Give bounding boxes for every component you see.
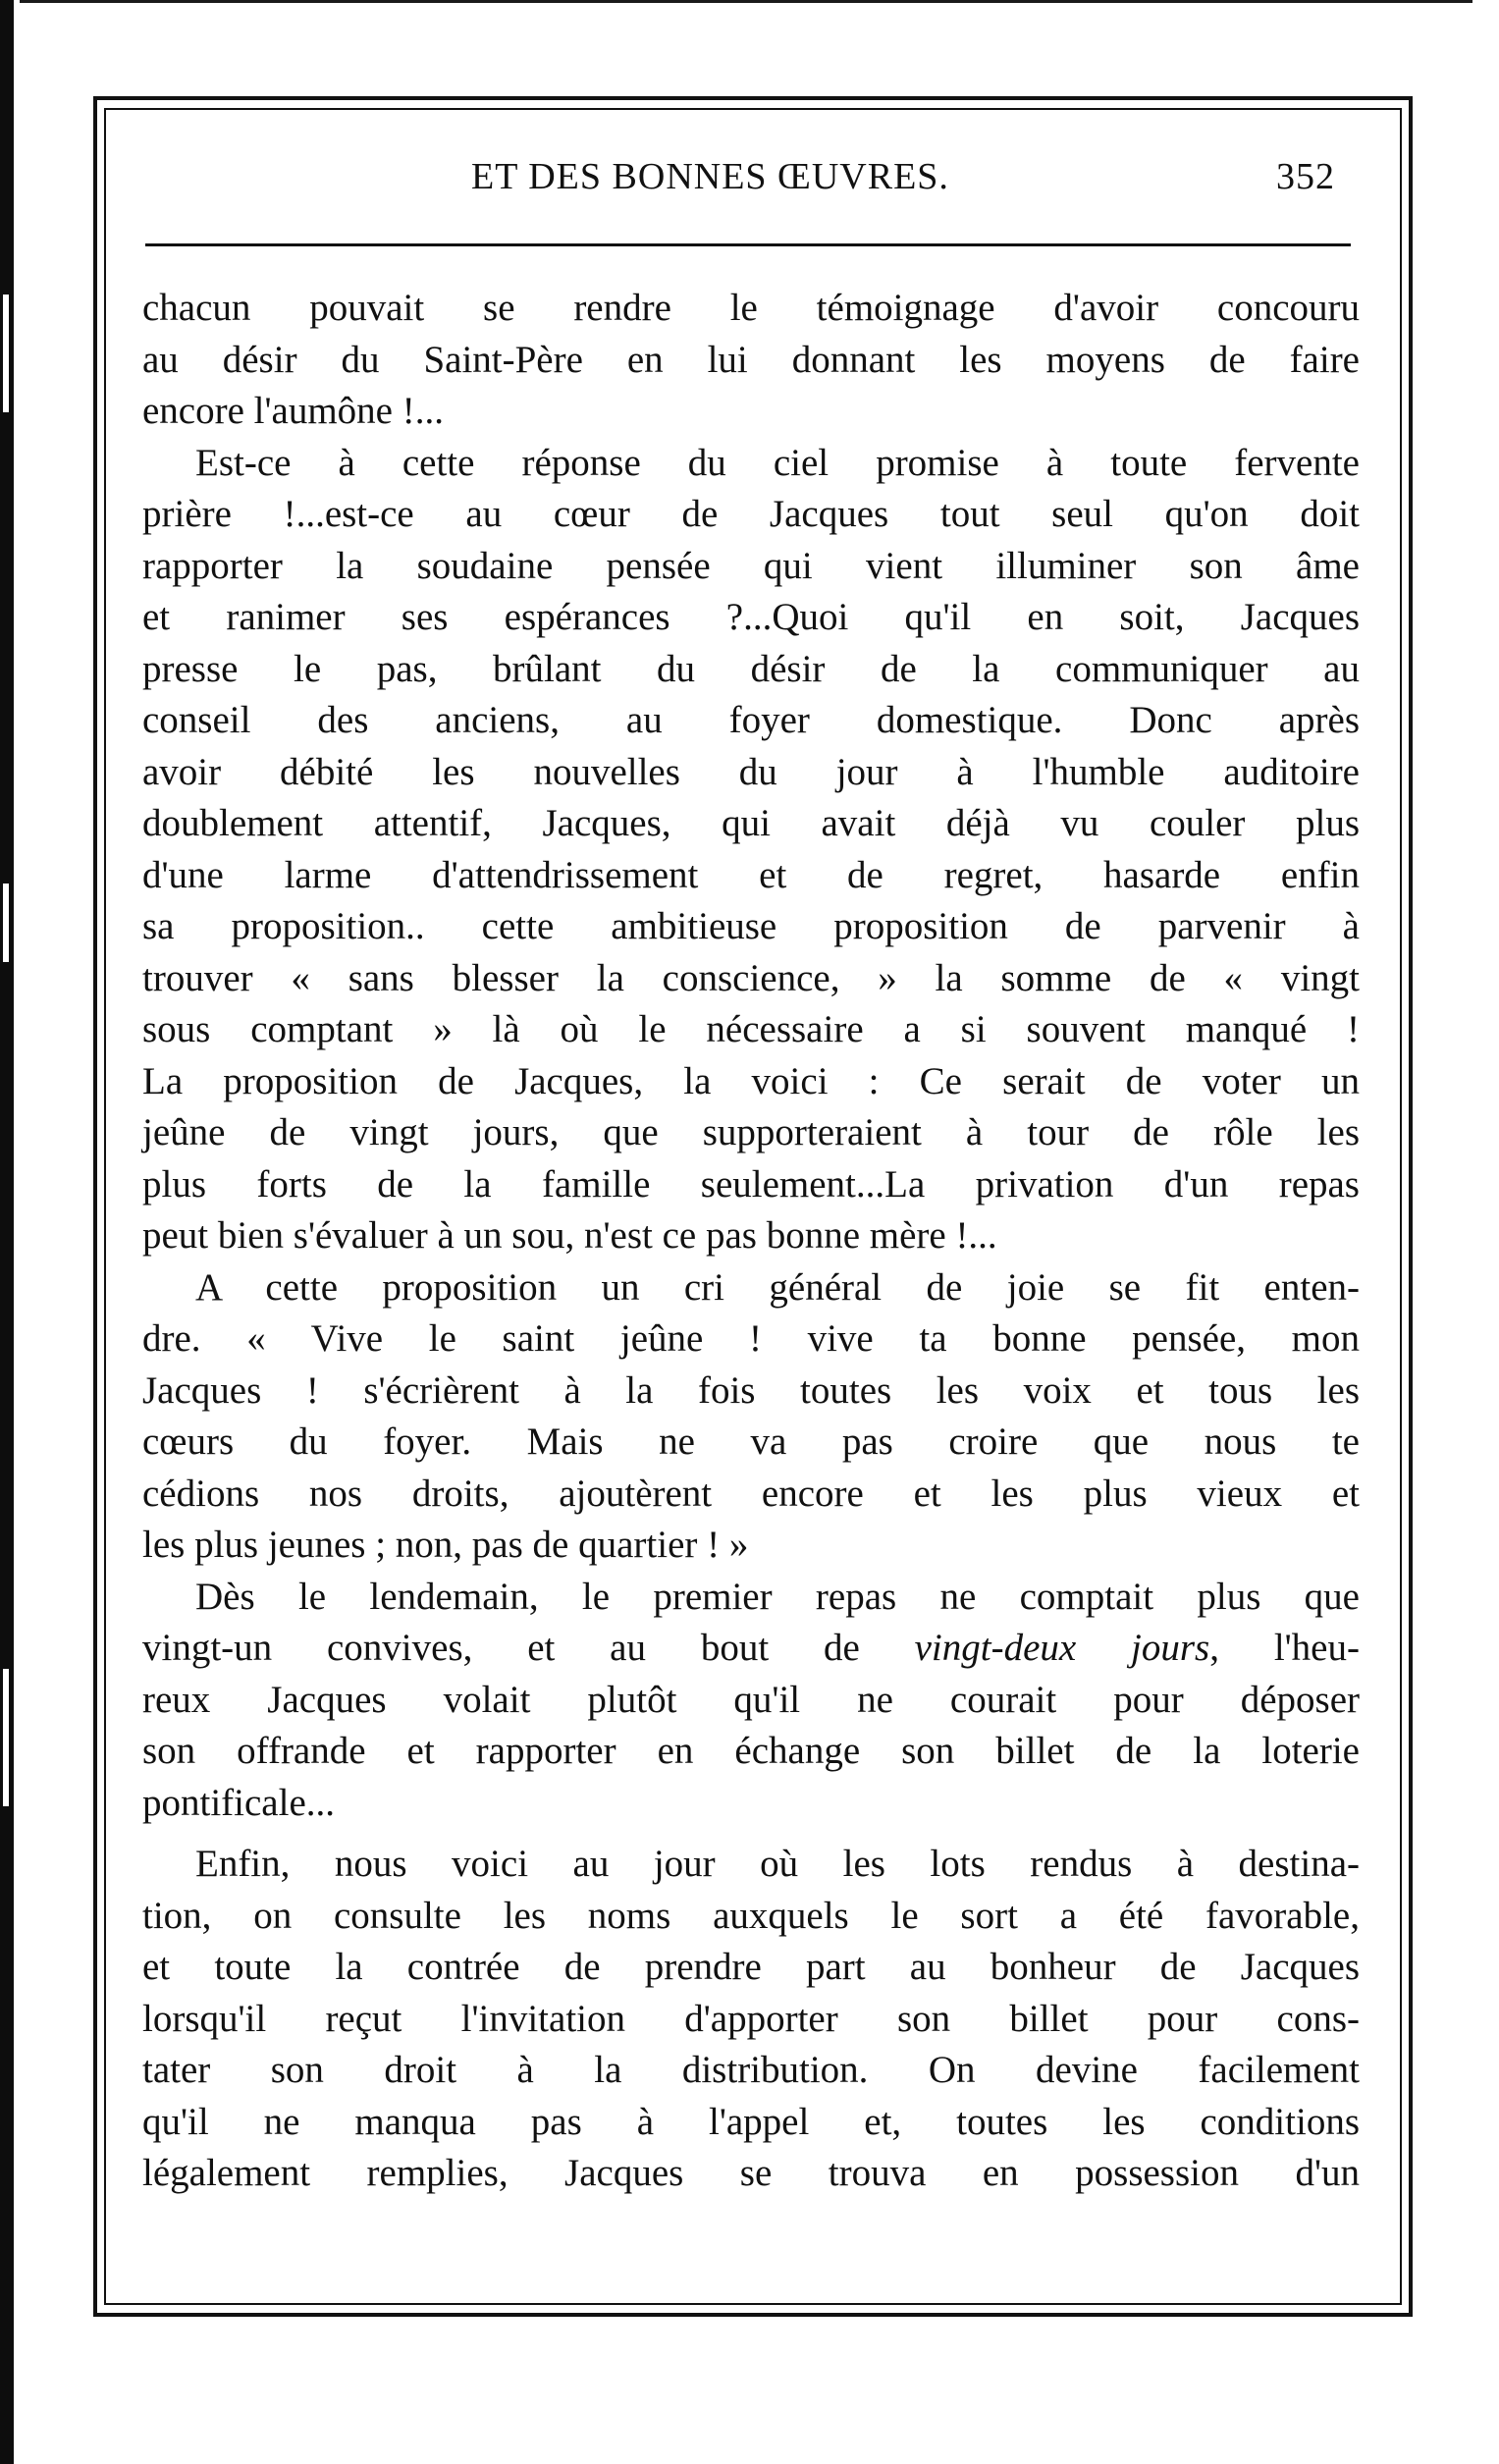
running-title: ET DES BONNES ŒUVRES. <box>471 156 949 197</box>
text-line: avoir débité les nouvelles du jour à l'humble auditoire <box>142 750 1360 793</box>
text-line: reux Jacques volait plutôt qu'il ne courait pour déposer <box>142 1678 1360 1721</box>
text-line: La proposition de Jacques, la voici : Ce serait de voter un <box>142 1059 1360 1102</box>
paragraph <box>142 1839 1360 2200</box>
running-header <box>137 147 1355 206</box>
text-line: et ranimer ses espérances ?...Quoi qu'il en soit, Jacques <box>142 596 1360 638</box>
text-line: Jacques ! s'écrièrent à la fois toutes les voix et tous les <box>142 1368 1360 1412</box>
header-rule <box>145 243 1351 246</box>
text-line: cédions nos droits, ajoutèrent encore et les plus vieux et <box>142 1472 1360 1515</box>
text-line: chacun pouvait se rendre le témoignage d'avoir concouru <box>142 287 1360 329</box>
text-line: Est-ce à cette réponse du ciel promise à toute fervente <box>195 441 1360 484</box>
binding-edge-gap <box>3 1669 9 1806</box>
body-text <box>142 283 1360 2200</box>
paragraph <box>142 438 1360 1262</box>
paragraph <box>142 1262 1360 1572</box>
text-line: Enfin, nous voici au jour où les lots rendus à destina- <box>195 1843 1360 1885</box>
paragraph-gap <box>142 1829 1360 1839</box>
text-line: cœurs du foyer. Mais ne va pas croire que nous te <box>142 1420 1360 1463</box>
text-line: tion, on consulte les noms auxquels le sort a été favorable, <box>142 1894 1360 1937</box>
text-line: A cette proposition un cri général de joie se fit enten- <box>195 1265 1360 1309</box>
text-line: conseil des anciens, au foyer domestique. Donc après <box>142 699 1360 741</box>
text-line: tater son droit à la distribution. On devine facilement <box>142 2049 1360 2091</box>
text-line: presse le pas, brûlant du désir de la communiquer au <box>142 647 1360 690</box>
paragraph <box>142 1572 1360 1830</box>
text-line: sous comptant » là où le nécessaire a si souvent manqué ! <box>142 1008 1360 1050</box>
text-line: d'une larme d'attendrissement et de regret, hasarde enfin <box>142 853 1360 896</box>
page-number: 352 <box>1276 156 1335 197</box>
binding-edge-gap <box>3 884 9 962</box>
text-line: Dès le lendemain, le premier repas ne comptait plus que <box>195 1575 1360 1618</box>
text-line: rapporter la soudaine pensée qui vient illuminer son âme <box>142 544 1360 587</box>
text-line: et toute la contrée de prendre part au bonheur de Jacques <box>142 1946 1360 1988</box>
text-line: plus forts de la famille seulement...La privation d'un repas <box>142 1162 1360 1205</box>
emphasis: vingt-deux jours <box>914 1627 1210 1669</box>
text-line: lorsqu'il reçut l'invitation d'apporter son billet pour cons- <box>142 1997 1360 2040</box>
text-line: peut bien s'évaluer à un sou, n'est ce pas bonne mère !... <box>142 1214 997 1257</box>
text-line: doublement attentif, Jacques, qui avait déjà vu couler plus <box>142 802 1360 844</box>
text-line: jeûne de vingt jours, que supporteraient à tour de rôle les <box>142 1111 1360 1153</box>
text-line: encore l'aumône !... <box>142 390 444 432</box>
binding-edge-gap <box>3 295 9 412</box>
text-line: son offrande et rapporter en échange son billet de la loterie <box>142 1730 1360 1772</box>
text-line: vingt-un convives, et au bout de vingt-deux jours, l'heu- <box>142 1627 1360 1669</box>
text-line: au désir du Saint-Père en lui donnant les moyens de faire <box>142 338 1360 381</box>
text-line: qu'il ne manqua pas à l'appel et, toutes les conditions <box>142 2100 1360 2143</box>
text-line: légalement remplies, Jacques se trouva en possession d'un <box>142 2152 1360 2194</box>
text-line: trouver « sans blesser la conscience, » la somme de « vingt <box>142 956 1360 999</box>
text-line: dre. « Vive le saint jeûne ! vive ta bonne pensée, mon <box>142 1317 1360 1360</box>
text-line: prière !...est-ce au cœur de Jacques tout seul qu'on doit <box>142 493 1360 535</box>
paragraph <box>142 283 1360 438</box>
text-line: sa proposition.. cette ambitieuse proposition de parvenir à <box>142 905 1360 947</box>
text-line: pontificale... <box>142 1781 336 1824</box>
text-line: les plus jeunes ; non, pas de quartier ! » <box>142 1524 749 1566</box>
top-edge-rule <box>20 0 1472 3</box>
